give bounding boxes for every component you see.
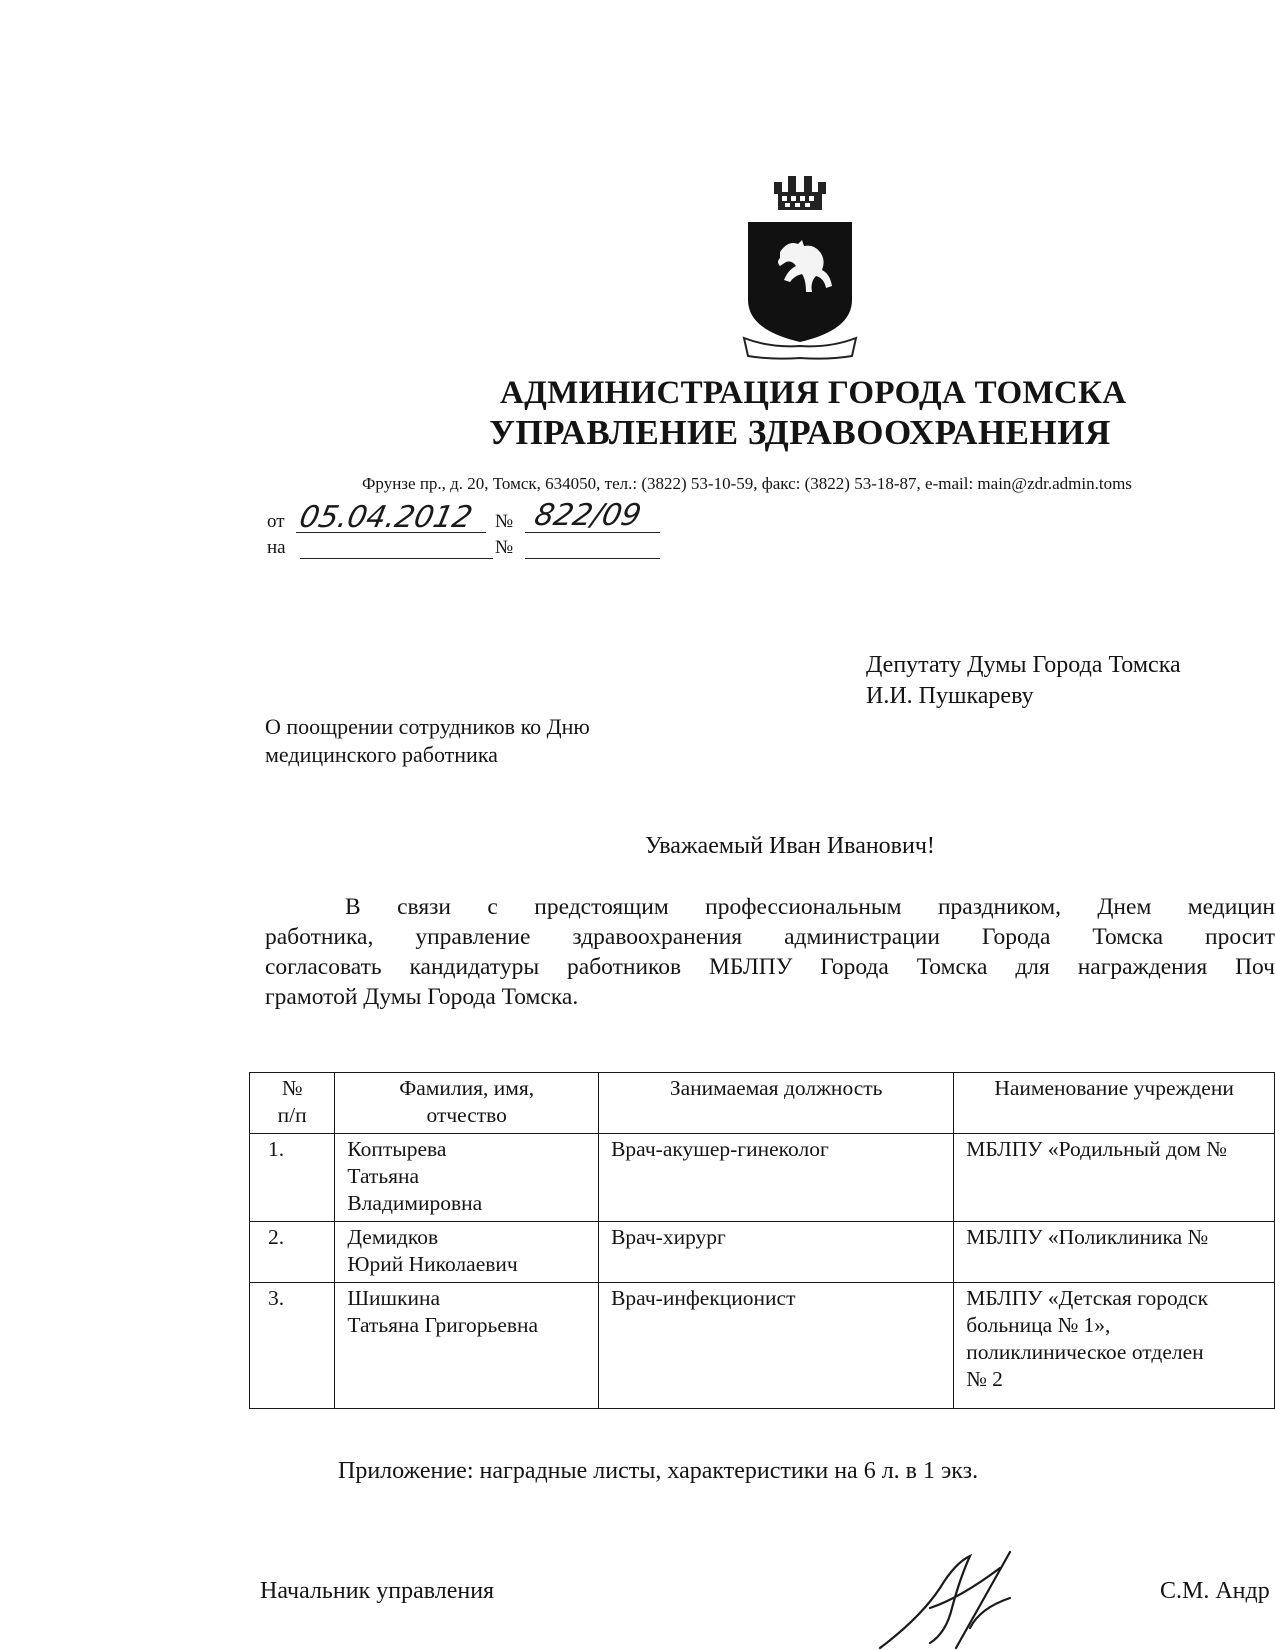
number-label-2: №: [495, 537, 514, 558]
row-number: 2.: [268, 1225, 285, 1249]
employee-position: Врач-хирург: [611, 1225, 726, 1249]
column-header-institution: Наименование учреждени: [994, 1076, 1234, 1100]
body-line: согласовать кандидатуры работников МБЛПУ Города Томска для награждения Поч: [265, 954, 1275, 980]
body-line: грамотой Думы Города Томска.: [265, 984, 579, 1010]
table-row: [250, 1222, 1275, 1283]
employee-position: Врач-инфекционист: [611, 1286, 796, 1310]
table-row: [250, 1283, 1275, 1409]
incoming-date-line: [300, 558, 493, 559]
greeting: Уважаемый Иван Иванович!: [645, 833, 935, 859]
coat-of-arms-emblem: [740, 170, 860, 360]
handwritten-signature: [860, 1548, 1020, 1650]
employee-position: Врач-акушер-гинеколог: [611, 1137, 829, 1161]
table-header-row: [250, 1073, 1275, 1134]
table-row: [250, 1134, 1275, 1222]
employee-name: Шишкина Татьяна Григорьевна: [347, 1286, 539, 1337]
outgoing-date: 05.04.2012: [296, 500, 476, 535]
from-label: от: [267, 511, 285, 532]
employee-institution: МБЛПУ «Поликлиника №: [966, 1225, 1209, 1249]
signatory-title: Начальник управления: [260, 1578, 495, 1604]
number-underline: [525, 532, 660, 533]
body-line: работника, управление здравоохранения администрации Города Томска просит: [265, 924, 1275, 950]
contact-address: Фрунзе пр., д. 20, Томск, 634050, тел.: (3822) 53-10-59, факс: (3822) 53-18-87, e-mail: main@zdr.admin.toms: [362, 474, 1132, 493]
recipient-block: [866, 650, 1181, 712]
column-header-number: № п/п: [277, 1076, 307, 1127]
employee-name: Демидков Юрий Николаевич: [347, 1225, 518, 1276]
employee-name: Коптырева Татьяна Владимировна: [347, 1137, 483, 1215]
incoming-number-line: [525, 558, 660, 559]
attachment-note: Приложение: наградные листы, характеристики на 6 л. в 1 экз.: [338, 1458, 979, 1484]
letter-body: [265, 892, 1275, 1012]
subject-block: [265, 713, 590, 769]
number-label: №: [495, 511, 514, 532]
nominees-table: [249, 1072, 1275, 1409]
date-underline: [296, 532, 486, 533]
recipient-line-1: Депутату Думы Города Томска: [866, 652, 1181, 678]
body-line: В связи с предстоящим профессиональным праздником, Днем медицин: [345, 894, 1275, 920]
recipient-line-2: И.И. Пушкареву: [866, 683, 1034, 709]
department-name: УПРАВЛЕНИЕ ЗДРАВООХРАНЕНИЯ: [489, 413, 1111, 452]
employee-institution: МБЛПУ «Родильный дом №: [966, 1137, 1227, 1161]
on-label: на: [267, 537, 286, 558]
subject-line-1: О поощрении сотрудников ко Дню: [265, 714, 590, 739]
outgoing-number: 822/09: [531, 498, 645, 533]
signatory-name: С.М. Андр: [1160, 1578, 1270, 1604]
row-number: 3.: [268, 1286, 285, 1310]
column-header-position: Занимаемая должность: [669, 1076, 883, 1100]
subject-line-2: медицинского работника: [265, 742, 498, 767]
organization-name: АДМИНИСТРАЦИЯ ГОРОДА ТОМСКА: [500, 375, 1127, 411]
row-number: 1.: [268, 1137, 285, 1161]
employee-institution: МБЛПУ «Детская городск больница № 1», поликлиническое отделен № 2: [966, 1286, 1209, 1391]
column-header-name: Фамилия, имя, отчество: [399, 1076, 535, 1127]
